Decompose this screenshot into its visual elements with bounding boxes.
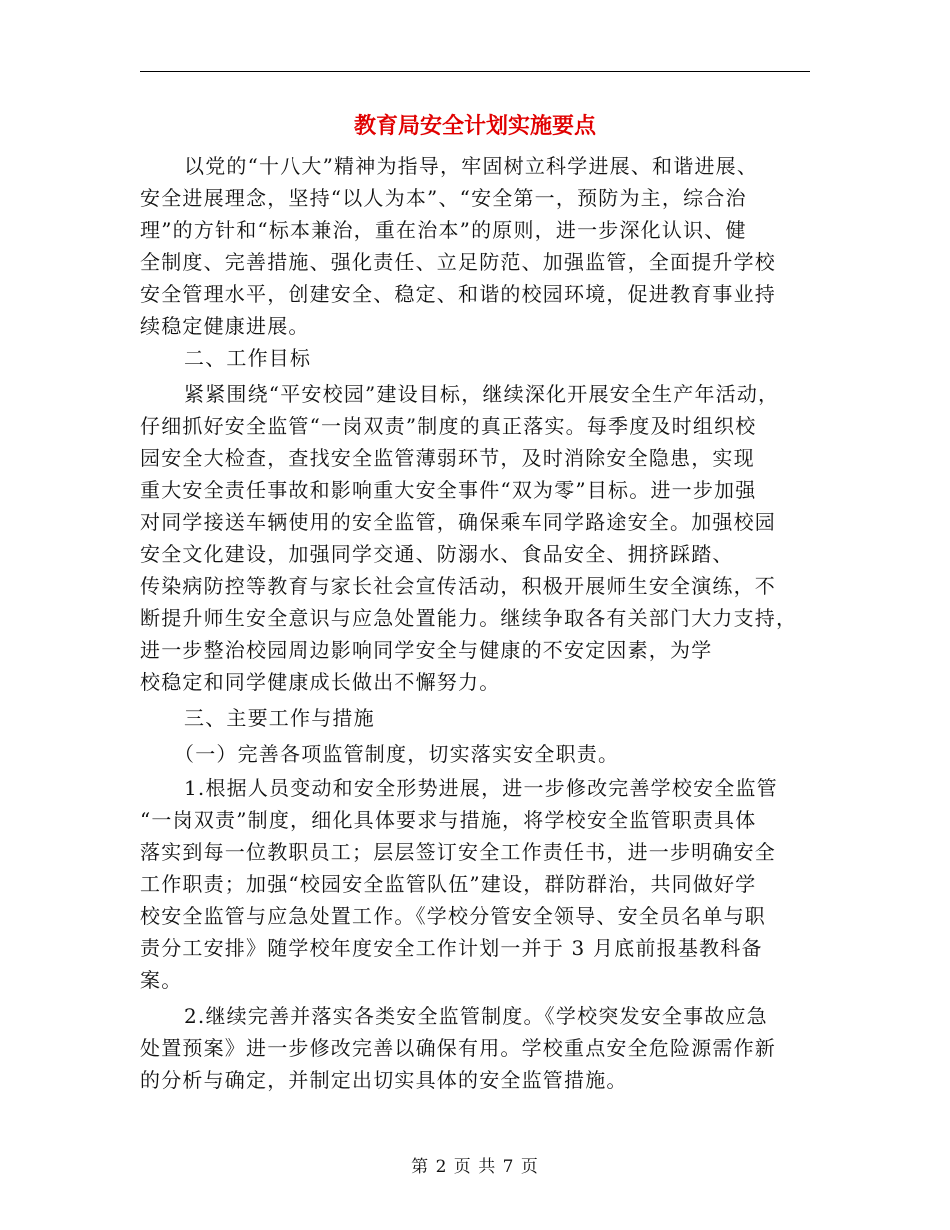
section-heading: 二、工作目标 [184,346,312,370]
subheading-1 [140,738,810,770]
text-line: 落实到每一位教职员工；层层签订安全工作责任书，进一步明确安全 [140,840,776,864]
text-line: 断提升师生安全意识与应急处置能力。继续争取各有关部门大力支持， [140,606,798,630]
text-line: 重大安全责任事故和影响重大安全事件“双为零”目标。进一步加强 [140,478,757,502]
text-line: 续稳定健康进展。 [140,314,310,338]
text-line: 校安全监管与应急处置工作。《学校分管安全领导、安全员名单与职 [140,904,766,928]
text-line: 责分工安排》随学校年度安全工作计划一并于 3 月底前报基教科备 [140,936,763,960]
text-line: 安全管理水平，创建安全、稳定、和谐的校园环境，促进教育事业持 [140,282,776,306]
text-line: 全制度、完善措施、强化责任、立足防范、加强监管，全面提升学校 [140,250,776,274]
text-line: 园安全大检查，查找安全监管薄弱环节，及时消除安全隐患，实现 [140,446,755,470]
text-line: 紧紧围绕“平安校园”建设目标，继续深化开展安全生产年活动， [184,382,780,406]
text-line: “一岗双责”制度，细化具体要求与措施，将学校安全监管职责具体 [140,808,757,832]
text-line: 案。 [140,968,183,992]
section-heading: 三、主要工作与措施 [184,706,375,730]
document-title: 教育局安全计划实施要点 [353,113,596,139]
text-line: 以党的“十八大”精神为指导，牢固树立科学进展、和谐进展、 [184,154,759,178]
text-line: 对同学接送车辆使用的安全监管，确保乘车同学路途安全。加强校园 [140,510,776,534]
header-rule [140,71,810,72]
subheading: （一）完善各项监管制度，切实落实安全职责。 [174,742,620,766]
text-line: 进一步整治校园周边影响同学安全与健康的不安定因素，为学 [140,638,713,662]
item-1-paragraph [140,772,810,996]
text-line: 工作职责；加强“校园安全监管队伍”建设，群防群治，共同做好学 [140,872,757,896]
text-line: 安全文化建设，加强同学交通、防溺水、食品安全、拥挤踩踏、 [140,542,734,566]
intro-paragraph [140,150,810,342]
text-line: 仔细抓好安全监管“一岗双责”制度的真正落实。每季度及时组织校 [140,414,757,438]
text-line: 2.继续完善并落实各类安全监管制度。《学校突发安全事故应急 [184,1004,768,1028]
text-line: 传染病防控等教育与家长社会宣传活动，积极开展师生安全演练，不 [140,574,776,598]
text-line: 校稳定和同学健康成长做出不懈努力。 [140,670,501,694]
section-heading-goals [140,342,810,374]
text-line: 1.根据人员变动和安全形势进展，进一步修改完善学校安全监管 [184,776,778,800]
page-number: 第 2 页 共 7 页 [411,1157,539,1177]
goals-paragraph [140,378,810,698]
text-line: 的分析与确定，并制定出切实具体的安全监管措施。 [140,1068,628,1092]
item-2-paragraph [140,1000,810,1096]
text-line: 理”的方针和“标本兼治，重在治本”的原则，进一步深化认识、健 [140,218,747,242]
section-heading-measures [140,702,810,734]
text-line: 处置预案》进一步修改完善以确保有用。学校重点安全危险源需作新 [140,1036,776,1060]
text-line: 安全进展理念，坚持“以人为本”、“安全第一，预防为主，综合治 [140,186,747,210]
